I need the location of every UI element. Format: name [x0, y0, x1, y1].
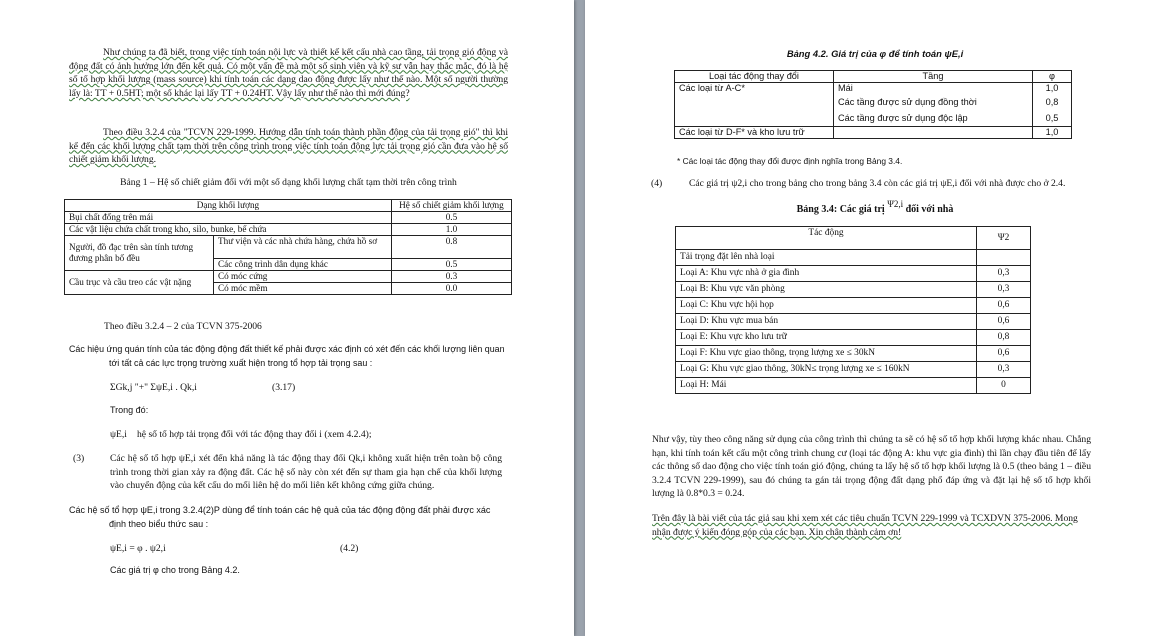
table-row: [676, 378, 1031, 394]
table-cell: Loại C: Khu vực hội họp: [676, 298, 977, 314]
table-cell: 0,3: [977, 266, 1031, 282]
table-cell: Mái: [834, 83, 1033, 95]
paragraph-3-number: (3): [73, 453, 85, 464]
psi-symbol: ψE,i: [110, 429, 127, 440]
table-cell: 1,0: [1033, 127, 1072, 139]
table-cell: Tải trọng đặt lên nhà loại: [676, 250, 977, 266]
ref-tcvn-375: Theo điều 3.2.4 – 2 của TCVN 375-2006: [104, 321, 262, 332]
table-cell: 0.0: [391, 283, 511, 295]
table-cell: Loại F: Khu vực giao thông, trọng lượng xe ≤ 30kN: [676, 346, 977, 362]
table-cell: Các tầng được sử dụng độc lập: [834, 110, 1033, 127]
table-row: [65, 212, 512, 224]
formula-3-17: ΣGk,j "+" ΣψE,i . Qk,i: [110, 382, 197, 393]
table-cell: Thư viện và các nhà chứa hàng, chứa hồ sơ: [214, 236, 392, 259]
table-row: [676, 346, 1031, 362]
table34-caption: [675, 199, 1075, 215]
table-row: [65, 271, 512, 283]
formula-3-17-number: (3.17): [272, 382, 296, 393]
table-cell: 0,6: [977, 346, 1031, 362]
psi-definition: hệ số tổ hợp tải trọng đối với tác động thay đổi i (xem 4.2.4);: [137, 429, 372, 440]
table1-caption: Bảng 1 – Hệ số chiết giảm đối với một số dạng khối lượng chất tạm thời trên công trình: [120, 177, 457, 188]
table-cell: 0.3: [391, 271, 511, 283]
table34-header-psi2: Ψ2: [977, 227, 1031, 250]
conclusion-paragraph: Như vậy, tùy theo công năng sử dụng của công trình thì chúng ta sẽ có hệ số tổ hợp khối lượng khác nhau. Chẳng hạn, khi tính toán kết cấu một công trình chung cư (loại tác động A: khu vực gia đình) thì lần chạy đầu tiên để lấy các thông số dao động cho việc tính toán gió động, chúng ta lấy hệ số tổ hợp khối lượng là 0.5 (theo bảng 1 – điều 3.2.4 TCVN 229-1999), sau đó chúng ta gán tải trọng động đất dạng phổ đáp ứng và đặt lại hệ số tổ hợp khối lượng là 0.8*0.3 = 0.24.: [652, 434, 1091, 500]
table-cell: Loại D: Khu vực mua bán: [676, 314, 977, 330]
coeff-paragraph: [69, 504, 509, 531]
intro-paragraph-1: Như chúng ta đã biết, trong việc tính toán nội lực và thiết kế kết cấu nhà cao tầng, tải trọng gió động và động đất có ảnh hưởng lớn đến kết quả. Có một vấn đề mà một số sinh viên và kỹ sư vẫn hay thắc mắc, đó là hệ số tổ hợp khối lượng (mass source) khi tính toán các dạng dao động được lấy như thế nào. Một số người thường lấy là: TT + 0.5HT; một số khác lại lấy TT + 0.24HT. Vậy lấy như thế nào thì mới đúng?: [69, 47, 508, 99]
table-cell: 0,6: [977, 314, 1031, 330]
table-cell: Có móc mềm: [214, 283, 392, 295]
formula-4-2: ψE,i = φ . ψ2,i: [110, 543, 166, 554]
table-cell: 0: [977, 378, 1031, 394]
table-row: [676, 314, 1031, 330]
document-page-right: [585, 0, 1156, 636]
table34-caption-post: đối với nhà: [905, 204, 954, 215]
table-cell: 0,5: [1033, 110, 1072, 127]
table42-header-action: Loại tác động thay đổi: [675, 71, 834, 83]
trong-do-label: Trong đó:: [110, 405, 149, 415]
table-row: [676, 250, 1031, 266]
table-row: [676, 330, 1031, 346]
table-psi2-values: [675, 226, 1031, 394]
table-row: [675, 127, 1072, 139]
table-cell: 0,6: [977, 298, 1031, 314]
table-cell: 0,8: [1033, 94, 1072, 110]
paragraph-4-number: (4): [651, 178, 663, 189]
table-row: [676, 362, 1031, 378]
document-page-left: [0, 0, 574, 636]
table-cell: 1.0: [391, 224, 511, 236]
table-cell: Các tầng được sử dụng đồng thời: [834, 94, 1033, 110]
intro-paragraph-2: Theo điều 3.2.4 của "TCVN 229-1999. Hướng dẫn tính toán thành phần động của tải trọng gió" thì khi kể đến các khối lượng chất tạm thời trên công trình trong việc tính toán động lực tải trọng gió cần đưa vào hệ số chiết giảm khối lượng.: [69, 127, 508, 166]
table-cell: Có móc cứng: [214, 271, 392, 283]
table42-header-floor: Tầng: [834, 71, 1033, 83]
closing-paragraph: Trên đây là bài viết của tác giả sau khi xem xét các tiêu chuẩn TCVN 229-1999 và TCXDVN 375-2006. Mong nhận được ý kiến đóng góp của các bạn. Xin chân thành cảm ơn!: [652, 513, 1078, 538]
table-cell: Các công trình dân dụng khác: [214, 259, 392, 271]
table-cell: Loại A: Khu vực nhà ở gia đình: [676, 266, 977, 282]
table-row: [676, 298, 1031, 314]
table-cell: 0,3: [977, 282, 1031, 298]
table-cell: 0.8: [391, 236, 511, 259]
paragraph-3-text: Các hệ số tổ hợp ψE,i xét đến khả năng là tác động thay đổi Qk,i không xuất hiện trên toàn bộ công trình trong thời gian xảy ra động đất. Các hệ số này còn xét đến sự tham gia hạn chế của khối lượng vào chuyển động của kết cấu do mối liên hệ do mối liên kết không cứng giữa chúng.: [110, 453, 502, 492]
table-cell: 0.5: [391, 212, 511, 224]
table-row: [676, 266, 1031, 282]
table-cell: Cầu trục và cầu treo các vật nặng: [65, 271, 214, 295]
table34-caption-symbol: Ψ2,i: [887, 199, 904, 209]
table-cell: Các loại từ A-C*: [675, 83, 834, 127]
paragraph-4-text: Các giá trị ψ2,i cho trong bảng cho trong bảng 3.4 còn các giá trị ψE,i đối với nhà được cho ở 2.4.: [689, 178, 1066, 189]
table-cell: 0,8: [977, 330, 1031, 346]
table-cell: [834, 127, 1033, 139]
table42-header-phi: φ: [1033, 71, 1072, 83]
table-cell: [977, 250, 1031, 266]
table-row: [65, 236, 512, 259]
table-cell: Các loại từ D-F* và kho lưu trữ: [675, 127, 834, 139]
table-cell: 0,3: [977, 362, 1031, 378]
table-cell: 0.5: [391, 259, 511, 271]
effects-paragraph: [69, 343, 509, 370]
table1-header-type: Dạng khối lượng: [65, 200, 392, 212]
table-cell: Bụi chất đống trên mái: [65, 212, 392, 224]
effects-text: Các hiệu ứng quán tính của tác động động đất thiết kế phải được xác định có xét đến các khối lượng liên quan tới tất cả các lực trọng trường xuất hiện trong tổ hợp tải trọng sau :: [69, 344, 505, 368]
phi-values-note: Các giá trị φ cho trong Bảng 4.2.: [110, 565, 240, 575]
table-cell: Loại B: Khu vực văn phòng: [676, 282, 977, 298]
table-cell: Loại E: Khu vực kho lưu trữ: [676, 330, 977, 346]
table-mass-reduction: [64, 199, 512, 295]
table42-footnote: * Các loại tác động thay đổi được định nghĩa trong Bảng 3.4.: [677, 156, 903, 166]
table-cell: Các vật liệu chứa chất trong kho, silo, bunke, bể chứa: [65, 224, 392, 236]
table-cell: 1,0: [1033, 83, 1072, 95]
table-row: [65, 224, 512, 236]
table34-caption-pre: Bảng 3.4: Các giá trị: [796, 204, 885, 215]
table42-caption: Bảng 4.2. Giá trị của φ để tính toán ψE,i: [786, 48, 964, 59]
table-row: [675, 83, 1072, 95]
table34-header-action: Tác động: [676, 227, 977, 250]
coeff-text: Các hệ số tổ hợp ψE,i trong 3.2.4(2)P dùng để tính toán các hệ quả của tác động động đất phải được xác định theo biểu thức sau :: [69, 505, 491, 529]
table-phi-values: [674, 70, 1072, 139]
table-cell: Loại G: Khu vực giao thông, 30kN≤ trọng lượng xe ≤ 160kN: [676, 362, 977, 378]
table-cell: Người, đồ đạc trên sàn tính tương đương phân bố đều: [65, 236, 214, 271]
table-row: [676, 282, 1031, 298]
table34-body: [676, 250, 1031, 394]
table-cell: Loại H: Mái: [676, 378, 977, 394]
table1-header-coeff: Hệ số chiết giảm khối lượng: [391, 200, 511, 212]
formula-4-2-number: (4.2): [340, 543, 359, 554]
